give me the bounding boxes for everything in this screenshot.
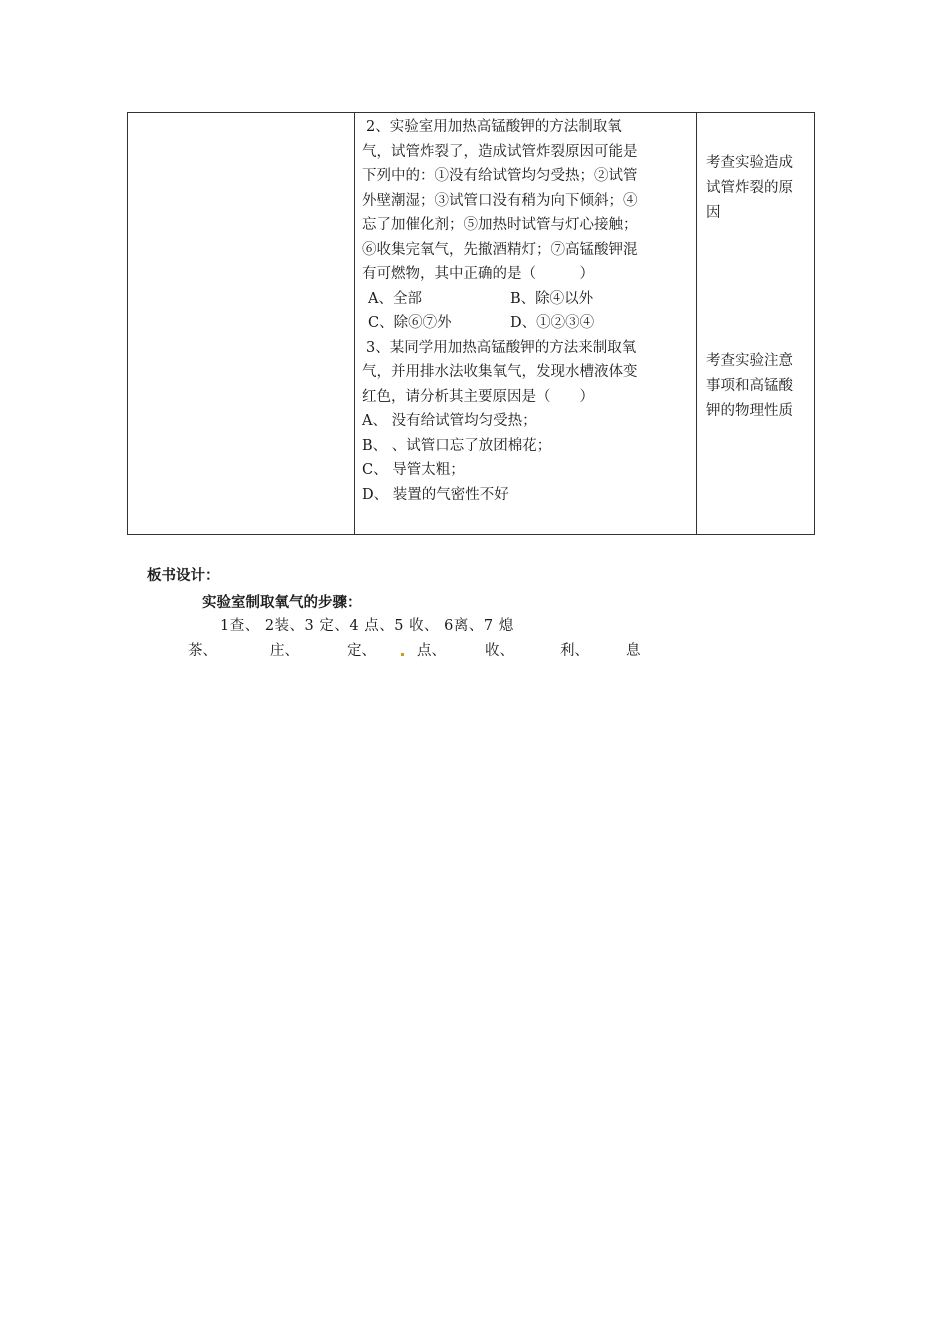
note-line: 因 bbox=[706, 205, 721, 221]
q2-line: 外壁潮湿；③试管口没有稍为向下倾斜；④ bbox=[362, 192, 638, 209]
q3-line: 红色，请分析其主要原因是（ ） bbox=[362, 388, 594, 405]
decorative-dot bbox=[401, 653, 404, 656]
mnemonic-word: 庄、 bbox=[270, 643, 299, 659]
note-line: 试管炸裂的原 bbox=[706, 180, 793, 196]
q2-option-c: C、除⑥⑦外 bbox=[368, 315, 452, 331]
board-design-title: 板书设计： bbox=[147, 568, 220, 584]
q2-options-row-1 bbox=[362, 287, 692, 312]
note-line: 事项和高锰酸 bbox=[706, 378, 793, 394]
q2-option-b: B、除④以外 bbox=[510, 290, 594, 307]
q2-line: 忘了加催化剂；⑤加热时试管与灯心接触； bbox=[362, 217, 638, 233]
q3-option-d: D、 装置的气密性不好 bbox=[362, 486, 509, 503]
mnemonic-word: 茶、 bbox=[188, 643, 217, 659]
q3-option-c: C、 导管太粗； bbox=[362, 462, 465, 478]
question-content bbox=[362, 115, 692, 507]
mnemonic-word: 定、 bbox=[347, 643, 376, 659]
q3-line: 3、某同学用加热高锰酸钾的方法来制取氧 bbox=[366, 339, 637, 356]
steps-list: 1查、 2装、3 定、4 点、5 收、 6离、7 熄 bbox=[220, 618, 514, 634]
question-2 bbox=[362, 115, 692, 336]
column-divider bbox=[354, 113, 355, 534]
question-3 bbox=[362, 336, 692, 508]
mnemonic-word: 息 bbox=[626, 643, 641, 659]
mnemonic-word: 收、 bbox=[485, 643, 514, 659]
q2-line: 2、实验室用加热高锰酸钾的方法制取氧 bbox=[366, 119, 622, 135]
steps-title: 实验室制取氧气的步骤： bbox=[202, 595, 362, 611]
note-line: 考查实验造成 bbox=[706, 155, 793, 171]
column-divider bbox=[696, 113, 697, 534]
q2-line: 有可燃物，其中正确的是（ ） bbox=[362, 266, 594, 282]
q3-option-a: A、 没有给试管均匀受热； bbox=[362, 413, 537, 429]
q3-option-b: B、 、试管口忘了放团棉花； bbox=[362, 437, 552, 454]
q2-purpose-note bbox=[706, 151, 811, 226]
q3-purpose-note bbox=[706, 349, 811, 424]
q3-line: 气，并用排水法收集氧气，发现水槽液体变 bbox=[362, 364, 638, 380]
note-line: 考查实验注意 bbox=[706, 353, 793, 369]
q2-option-a: A、全部 bbox=[368, 290, 422, 307]
exercise-table bbox=[127, 112, 815, 535]
q2-option-d: D、①②③④ bbox=[510, 315, 595, 331]
q2-line: 气，试管炸裂了，造成试管炸裂原因可能是 bbox=[362, 143, 638, 160]
note-line: 钾的物理性质 bbox=[706, 403, 793, 419]
mnemonic-word: 利、 bbox=[560, 643, 589, 659]
mnemonic-word: 点、 bbox=[417, 643, 446, 659]
q2-options-row-2 bbox=[362, 311, 692, 336]
q2-line: ⑥收集完氧气，先撤酒精灯；⑦高锰酸钾混 bbox=[362, 241, 638, 258]
q2-line: 下列中的：①没有给试管均匀受热；②试管 bbox=[362, 168, 638, 184]
